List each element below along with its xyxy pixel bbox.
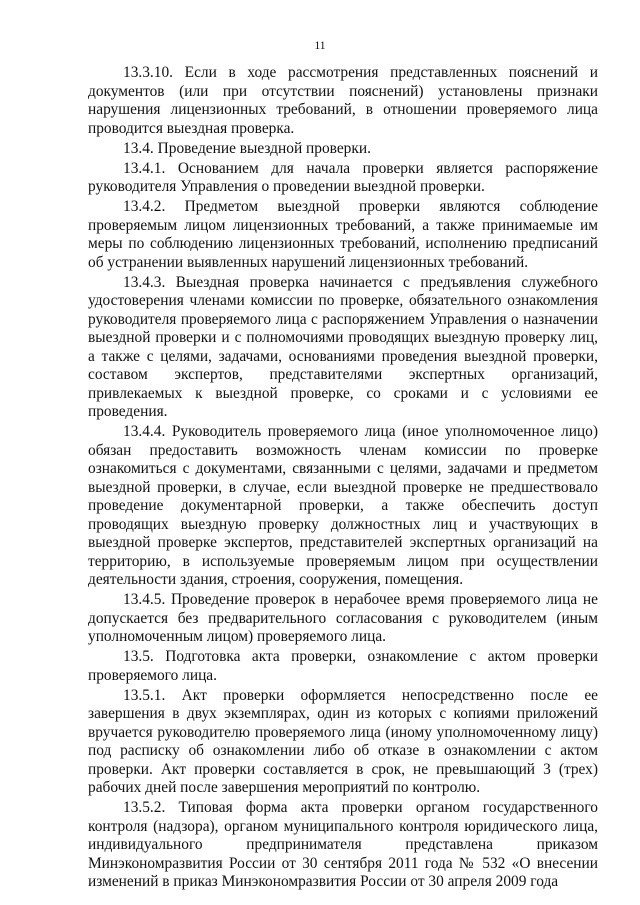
- paragraph-13-4-4: 13.4.4. Руководитель проверяемого лица (иное уполномоченное лицо) обязан предоставить возможность членам комиссии по проверке ознакомиться с документами, связанными с целями, задачами и предметом выездной проверки, в случае, если выездной проверке не предшествовало проведение документарной проверки, а также обеспечить доступ проводящих выездную проверку должностных лиц и участвующих в выездной проверке экспертов, представителей экспертных организаций на территорию, в используемые проверяемым лицом при осуществлении деятельности здания, строения, сооружения, помещения.: [88, 423, 598, 588]
- paragraph-13-4-5: 13.4.5. Проведение проверок в нерабочее время проверяемого лица не допускается без предварительного согласования с руководителем (иным уполномоченным лицом) проверяемого лица.: [88, 591, 598, 645]
- paragraph-13-4-2: 13.4.2. Предметом выездной проверки являются соблюдение проверяемым лицом лицензионных требований, а также принимаемые им меры по соблюдению лицензионных требований, исполнению предписаний об устранении выявленных нарушений лицензионных требований.: [88, 198, 598, 271]
- paragraph-13-5: 13.5. Подготовка акта проверки, ознакомление с актом проверки проверяемого лица.: [88, 648, 598, 684]
- paragraph-13-4-1: 13.4.1. Основанием для начала проверки является распоряжение руководителя Управления о проведении выездной проверки.: [88, 159, 598, 195]
- document-body: [88, 64, 598, 893]
- paragraph-13-4: 13.4. Проведение выездной проверки.: [123, 139, 371, 157]
- paragraph-13-3-10: 13.3.10. Если в ходе рассмотрения представленных пояснений и документов (или при отсутствии пояснений) установлены признаки нарушения лицензионных требований, в отношении проверяемого лица проводится выездная проверка.: [88, 64, 598, 137]
- paragraph-13-5-1: 13.5.1. Акт проверки оформляется непосредственно после ее завершения в двух экземплярах, один из которых с копиями приложений вручается руководителю проверяемого лица (иному уполномоченному лицу) под расписку об ознакомлении либо об отказе в ознакомлении с актом проверки. Акт проверки составляется в срок, не превышающий 3 (трех) рабочих дней после завершения мероприятий по контролю.: [88, 686, 598, 796]
- paragraph-13-4-3: 13.4.3. Выездная проверка начинается с предъявления служебного удостоверения членами комиссии по проверке, обязательного ознакомления руководителя проверяемого лица с распоряжением Управления о назначении выездной проверки и с полномочиями проводящих выездную проверку лиц, а также с целями, задачами, основаниями проведения выездной проверки, составом экспертов, представителями экспертных организаций, привлекаемых к выездной проверке, со сроками и с условиями ее проведения.: [88, 273, 598, 420]
- page-number: 11: [314, 40, 326, 52]
- paragraph-13-5-2: 13.5.2. Типовая форма акта проверки органом государственного контроля (надзора), органом муниципального контроля юридического лица, индивидуального предпринимателя представлена приказом Минэкономразвития России от 30 сентября 2011 года № 532 «О внесении изменений в приказ Минэкономразвития России от 30 апреля 2009 года: [88, 799, 598, 890]
